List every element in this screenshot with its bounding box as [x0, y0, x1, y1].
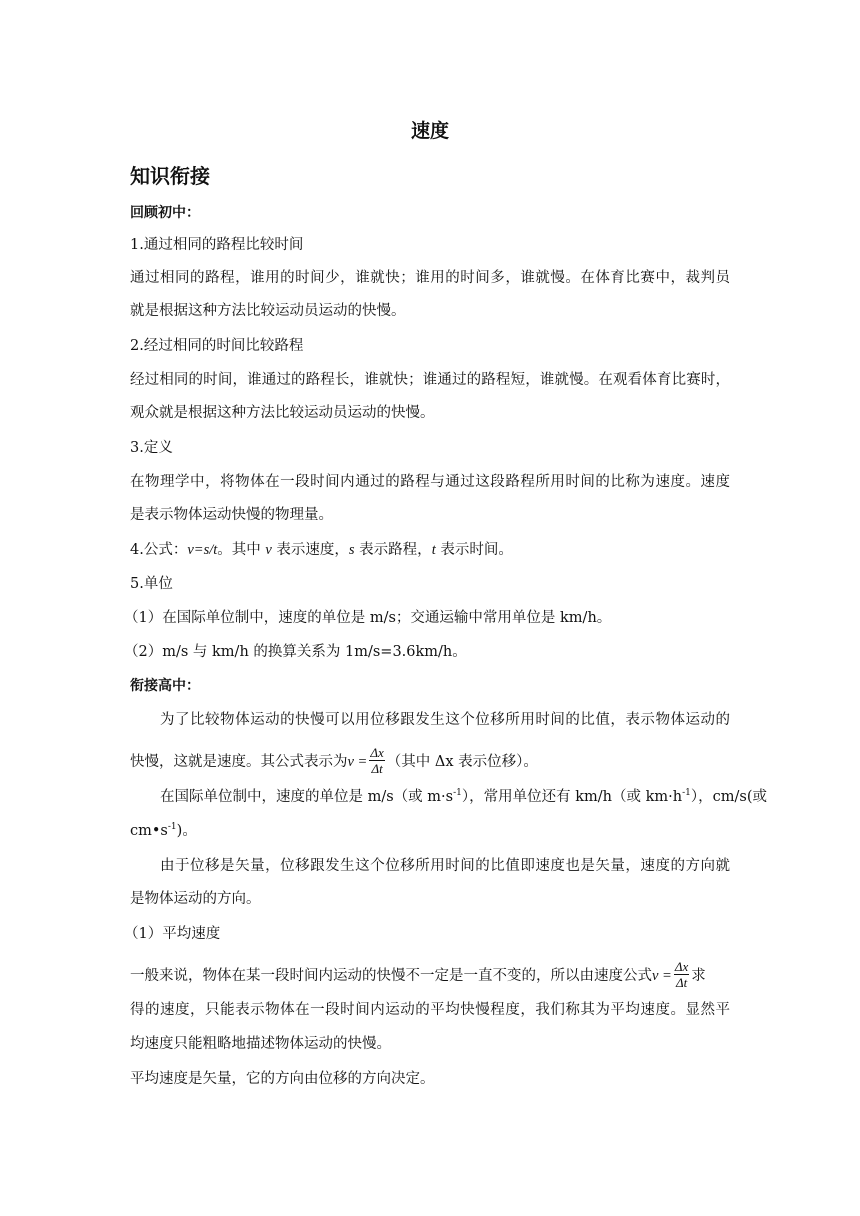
item5-sub2: （2）m/s 与 km/h 的换算关系为 1m/s=3.6km/h。 [124, 644, 467, 660]
para2-line1: 在国际单位制中，速度的单位是 m/s（或 $m\cdot s^{-1}$），常用单位还有 km/h（或 $km\cdot h^{-1}$），cm/s(或 [160, 788, 767, 805]
item2-text-line2: 观众就是根据这种方法比较运动员运动的快慢。 [130, 405, 435, 421]
review-heading: 回顾初中： [130, 205, 200, 221]
item4-formula-line: 4.公式：v=s/t。其中 v 表示速度，s 表示路程，t 表示时间。 [130, 542, 513, 558]
velocity-formula: v = $\frac{\Delta x}{\Delta t}$ [347, 745, 384, 776]
connect-heading: 衔接高中： [130, 678, 200, 694]
item2-text-line1: 经过相同的时间，谁通过的路程长，谁就快；谁通过的路程短，谁就慢。在观看体育比赛时， [130, 372, 730, 388]
avg-line2: 得的速度，只能表示物体在一段时间内运动的平均快慢程度，我们称其为平均速度。显然平 [130, 1002, 730, 1018]
section-heading: 知识衔接 [130, 164, 210, 188]
para2-line2: $cm•s^{-1}$)。 [130, 822, 197, 839]
item2-title: 2.经过相同的时间比较路程 [130, 338, 304, 354]
para3-line2: 是物体运动的方向。 [130, 891, 261, 907]
velocity-formula-2: v = $\frac{\Delta x}{\Delta t}$ [652, 959, 689, 990]
avg-line4: 平均速度是矢量，它的方向由位移的方向决定。 [130, 1071, 435, 1087]
para1-line2: 快慢，这就是速度。其公式表示为v = $\frac{\Delta x}{\Delta t}$ （其中 Δx 表示位移）。 [130, 745, 538, 776]
item3-text-line1: 在物理学中，将物体在一段时间内通过的路程与通过这段路程所用时间的比称为速度。速度 [130, 474, 730, 490]
page-title: 速度 [410, 120, 449, 142]
item1-title: 1.通过相同的路程比较时间 [130, 237, 304, 253]
item1-text-line2: 就是根据这种方法比较运动员运动的快慢。 [130, 303, 406, 319]
avg-line1: 一般来说，物体在某一段时间内运动的快慢不一定是一直不变的，所以由速度公式v = $\frac{\Delta x}{\Delta t}$ 求 [130, 959, 706, 990]
para3-line1: 由于位移是矢量，位移跟发生这个位移所用时间的比值即速度也是矢量，速度的方向就 [160, 858, 730, 874]
item1-text-line1: 通过相同的路程，谁用的时间少，谁就快；谁用的时间多，谁就慢。在体育比赛中，裁判员 [130, 270, 730, 286]
para1-line1: 为了比较物体运动的快慢可以用位移跟发生这个位移所用时间的比值，表示物体运动的 [160, 712, 730, 728]
item5-title: 5.单位 [130, 576, 173, 592]
item5-sub1: （1）在国际单位制中，速度的单位是 m/s；交通运输中常用单位是 km/h。 [124, 610, 612, 626]
item3-text-line2: 是表示物体运动快慢的物理量。 [130, 507, 333, 523]
average-velocity-title: （1）平均速度 [124, 926, 221, 942]
item3-title: 3.定义 [130, 440, 173, 456]
avg-line3: 均速度只能粗略地描述物体运动的快慢。 [130, 1036, 391, 1052]
